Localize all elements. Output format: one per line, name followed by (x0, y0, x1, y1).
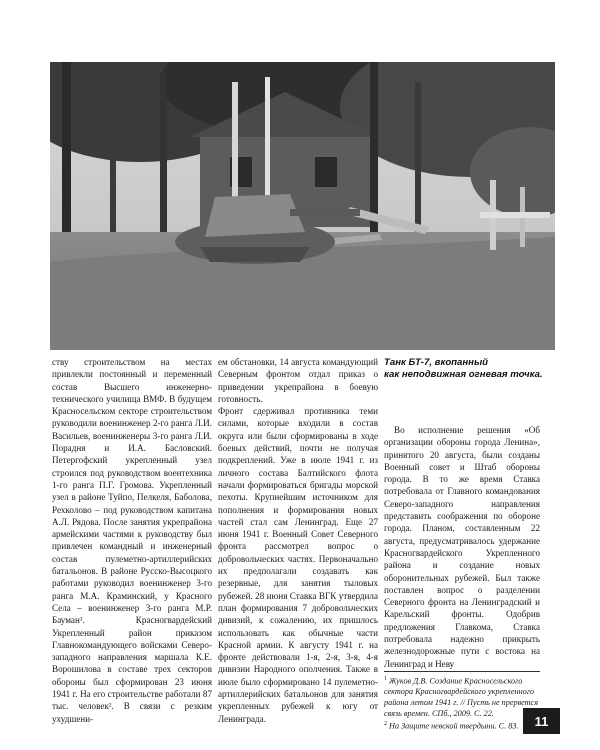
footnote-2-text: На Защите невской твердыни. С. 83. (389, 721, 519, 731)
text-column-1: ству строительством на местах привлекли постоянный и переменный состав Высшего инженерно-технического училища ВМФ. В будущем Красносельском секторе строительством руководили военинженер 2-го ранга Л.И. Васильев, военинженеры 3-го ранга Л.И. Порадня и И.А. Басловский. Петергофский укрепленный узел строился под руководством воентехника 1-го ранга П.Г. Громова. Укрепленный узел в районе Туйпо, Пелкеля, Баболова, Рехколово – под руководством капитана А.Л. Рядова. После занятия укрепрайона армейскими частями к руководству был привлечен командный и инженерный состав пулеметно-артиллерийских батальонов. В районе Русско-Высоцкого работами руководил военинженер 3-го ранга М.А. Краминский, у Красного Села – военинженер 3-го ранга М.Р. Бауман¹. Красногвардейский Укрепленный район приказом Главнокомандующего войсками Северо-западного направления маршала К.Е. Ворошилова в составе трех секторов обороны был сформирован 23 июня 1941 г. На его строительстве работали 87 тыс. человек². В связи с резким ухудшени- (52, 357, 212, 724)
caption-line-1: Танк БТ-7, вкопанный (384, 357, 489, 368)
photo-image (50, 62, 555, 350)
photo-caption (384, 357, 554, 381)
page-number: 11 (523, 708, 560, 734)
footnote-1-mark: 1 (384, 676, 387, 682)
photo-bt7-tank (50, 62, 555, 350)
footnote-2 (384, 719, 544, 732)
footnote-2-mark: 2 (384, 721, 387, 728)
footnote-rule (384, 671, 540, 672)
text-column-3: Во исполнение решения «Об организации обороны города Ленина», принятого 20 августа, были созданы Военный совет и Штаб обороны города. В то же время Ставка потребовала от Главного командования Северо-западного направления представить соображения по обороне города. Планом, составленным 22 августа, предусматривалось удержание Красногвардейского Укрепленного района и создание новых оборонительных рубежей. Был также поставлен вопрос о разделении Северного фронта на Ленинградский и Карельский фронты. Одобрив предложения Главкома, Ставка потребовала надежно прикрыть железнодорожные пути с востока на Ленинград и Неву (384, 425, 540, 669)
footnotes (384, 674, 544, 732)
footnote-1 (384, 674, 544, 719)
footnote-1-text: Жуков Д.В. Создание Красносельского сектора Красногвардейского укрепленного района летом 1941 г. // Пусть не прервется связь времен. СПб., 2009. С. 22. (384, 676, 538, 718)
caption-line-2: как неподвижная огневая точка. (384, 369, 543, 380)
text-column-2: ем обстановки, 14 августа командующий Северным фронтом отдал приказ о приведении укрепрайона в боевую готовность. Фронт сдерживал противника теми силами, которые входили в состав округа или были сформированы в ходе боевых действий, почти не получая подкреплений. Уже в июле 1941 г. из личного состава Балтийского флота начали формироваться бригады морской пехоты. Крупнейшим источником для пополнения и формирования новых частей стал сам Ленинград. Еще 27 июня 1941 г. Военный Совет Северного фронта рассмотрел вопрос о добровольческих частях. Первоначально их предполагали создавать как резервные, для занятия тыловых рубежей. 28 июня Ставка ВГК утвердила план формирования 7 добровольческих дивизий, к сожалению, их пришлось использовать как обычные части Красной армии. К августу 1941 г. на фронте действовали 1-я, 2-я, 3-я, 4-я дивизии Народного ополчения. Также в июле было сформировано 14 пулеметно-артиллерийских батальонов для занятия укрепленных рубежей к югу от Ленинграда. (218, 357, 378, 724)
